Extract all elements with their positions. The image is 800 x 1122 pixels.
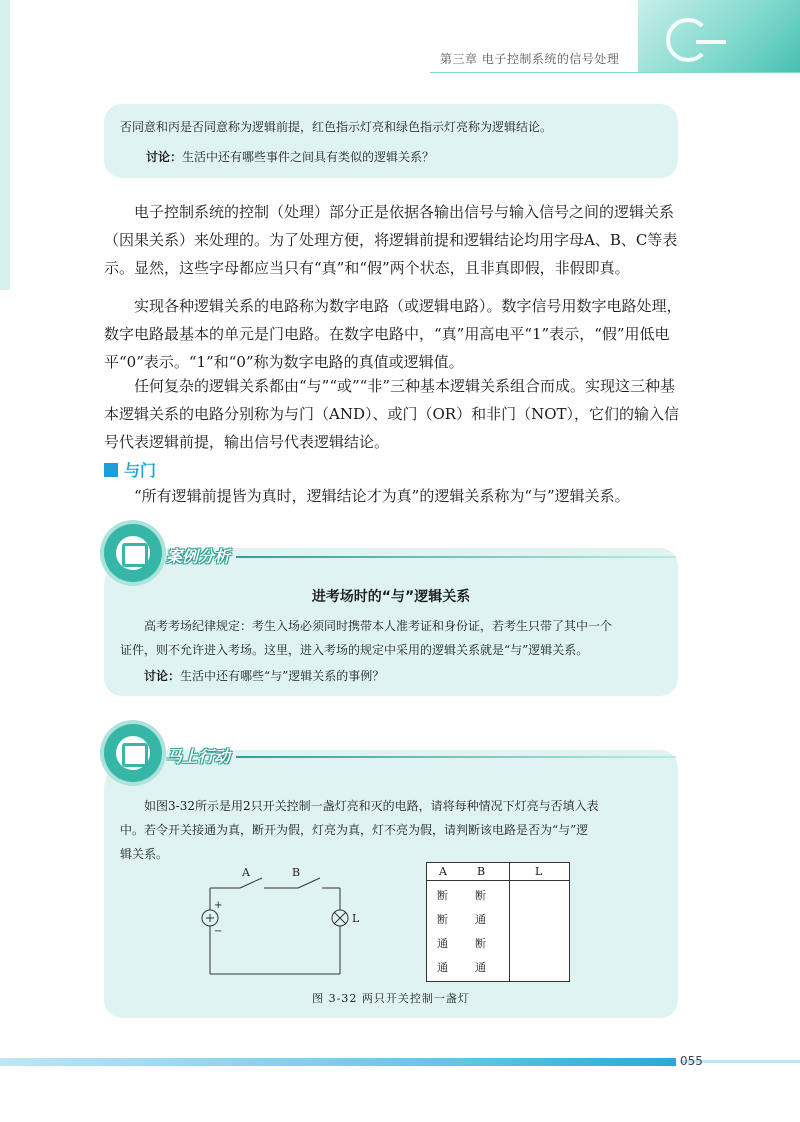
section-title: 与门: [124, 461, 157, 480]
page-number: 055: [680, 1054, 703, 1068]
corner-logo-decoration: [638, 0, 800, 72]
section-heading: [104, 458, 156, 481]
and-definition: “所有逻辑前提皆为真时，逻辑结论才为真”的逻辑关系称为“与”逻辑关系。: [134, 487, 630, 505]
table-cell: 通: [437, 961, 448, 974]
badge-underline: [236, 556, 676, 558]
table-cell: 断: [475, 937, 486, 950]
case-analysis-box: [104, 548, 678, 696]
figure-caption: 图 3-32 两只开关控制一盏灯: [312, 992, 470, 1005]
table-cell: 断: [475, 889, 486, 902]
table-header-b: B: [477, 865, 486, 878]
footer-bar: [0, 1058, 676, 1066]
minus-label: −: [214, 926, 223, 937]
table-header-a: A: [439, 865, 447, 878]
lamp-label: L: [352, 912, 360, 925]
truth-table: [426, 862, 570, 982]
box-text-line: 否同意和丙是否同意称为逻辑前提，红色指示灯亮和绿色指示灯亮称为逻辑结论。: [120, 120, 553, 134]
paragraph-2: 实现各种逻辑关系的电路称为数字电路（或逻辑电路）。数字信号用数字电路处理，数字电路最基本的单元是门电路。在数字电路中，“真”用高电平“1”表示，“假”用低电平“0”表示。“1”和“0”称为数字电路的真值或逻辑值。: [104, 297, 682, 371]
header-rule: [430, 72, 800, 73]
logo-bar-icon: [696, 40, 726, 44]
plus-label: +: [214, 900, 223, 911]
action-text-line: 如图3-32所示是用2只开关控制一盏灯亮和灭的电路，请将每种情况下灯亮与否填入表: [144, 799, 599, 813]
section-square-icon: [104, 463, 118, 477]
discussion-label: 讨论：: [146, 150, 183, 164]
chapter-title: 第三章 电子控制系统的信号处理: [440, 52, 620, 66]
discussion-label: 讨论：: [144, 669, 181, 683]
paragraph-3: 任何复杂的逻辑关系都由“与”“或”“非”三种基本逻辑关系组合而成。实现这三种基本逻辑关系的电路分别称为与门（AND）、或门（OR）和非门（NOT），它们的输入信号代表逻辑前提，输出信号代表逻辑结论。: [104, 377, 680, 451]
discussion-box-top: [104, 104, 678, 178]
table-header-l: L: [535, 865, 543, 878]
switch-a-label: A: [242, 866, 250, 879]
case-text-line: 高考考场纪律规定：考生入场必须同时携带本人准考证和身份证，若考生只带了其中一个: [144, 619, 613, 633]
switch-b-label: B: [292, 866, 301, 879]
circuit-diagram: [194, 862, 374, 982]
table-cell: 断: [437, 889, 448, 902]
table-cell: 通: [475, 961, 486, 974]
gear-badge-icon: [104, 524, 162, 582]
badge-underline: [236, 756, 676, 758]
case-title: 进考场时的“与”逻辑关系: [311, 589, 471, 605]
action-badge-title: 马上行动: [166, 747, 231, 766]
table-cell: 断: [437, 913, 448, 926]
action-text-line: 辑关系。: [120, 847, 169, 861]
switch-b-blade: [298, 878, 320, 888]
case-badge-title: 案例分析: [166, 547, 231, 566]
paragraph-1: 电子控制系统的控制（处理）部分正是依据各输出信号与输入信号之间的逻辑关系（因果关系）来处理的。为了处理方便，将逻辑前提和逻辑结论均用字母A、B、C等表示。显然，这些字母都应当只有“真”和“假”两个状态，且非真即假，非假即真。: [104, 203, 678, 277]
left-decor-strip: [0, 0, 10, 290]
gear-badge-icon: [104, 724, 162, 782]
action-box: [104, 750, 678, 1018]
discussion-text: 生活中还有哪些事件之间具有类似的逻辑关系？: [182, 150, 435, 164]
case-text-line: 证件，则不允许进入考场。这里，进入考场的规定中采用的逻辑关系就是“与”逻辑关系。: [120, 643, 589, 657]
discussion-text: 生活中还有哪些“与”逻辑关系的事例？: [180, 669, 385, 683]
table-cell: 通: [437, 937, 448, 950]
action-text-line: 中。若令开关接通为真，断开为假，灯亮为真，灯不亮为假，请判断该电路是否为“与”逻: [120, 823, 589, 837]
switch-a-blade: [240, 878, 262, 888]
discussion-line: [146, 148, 434, 165]
case-discussion: [144, 664, 384, 688]
table-cell: 通: [475, 913, 486, 926]
